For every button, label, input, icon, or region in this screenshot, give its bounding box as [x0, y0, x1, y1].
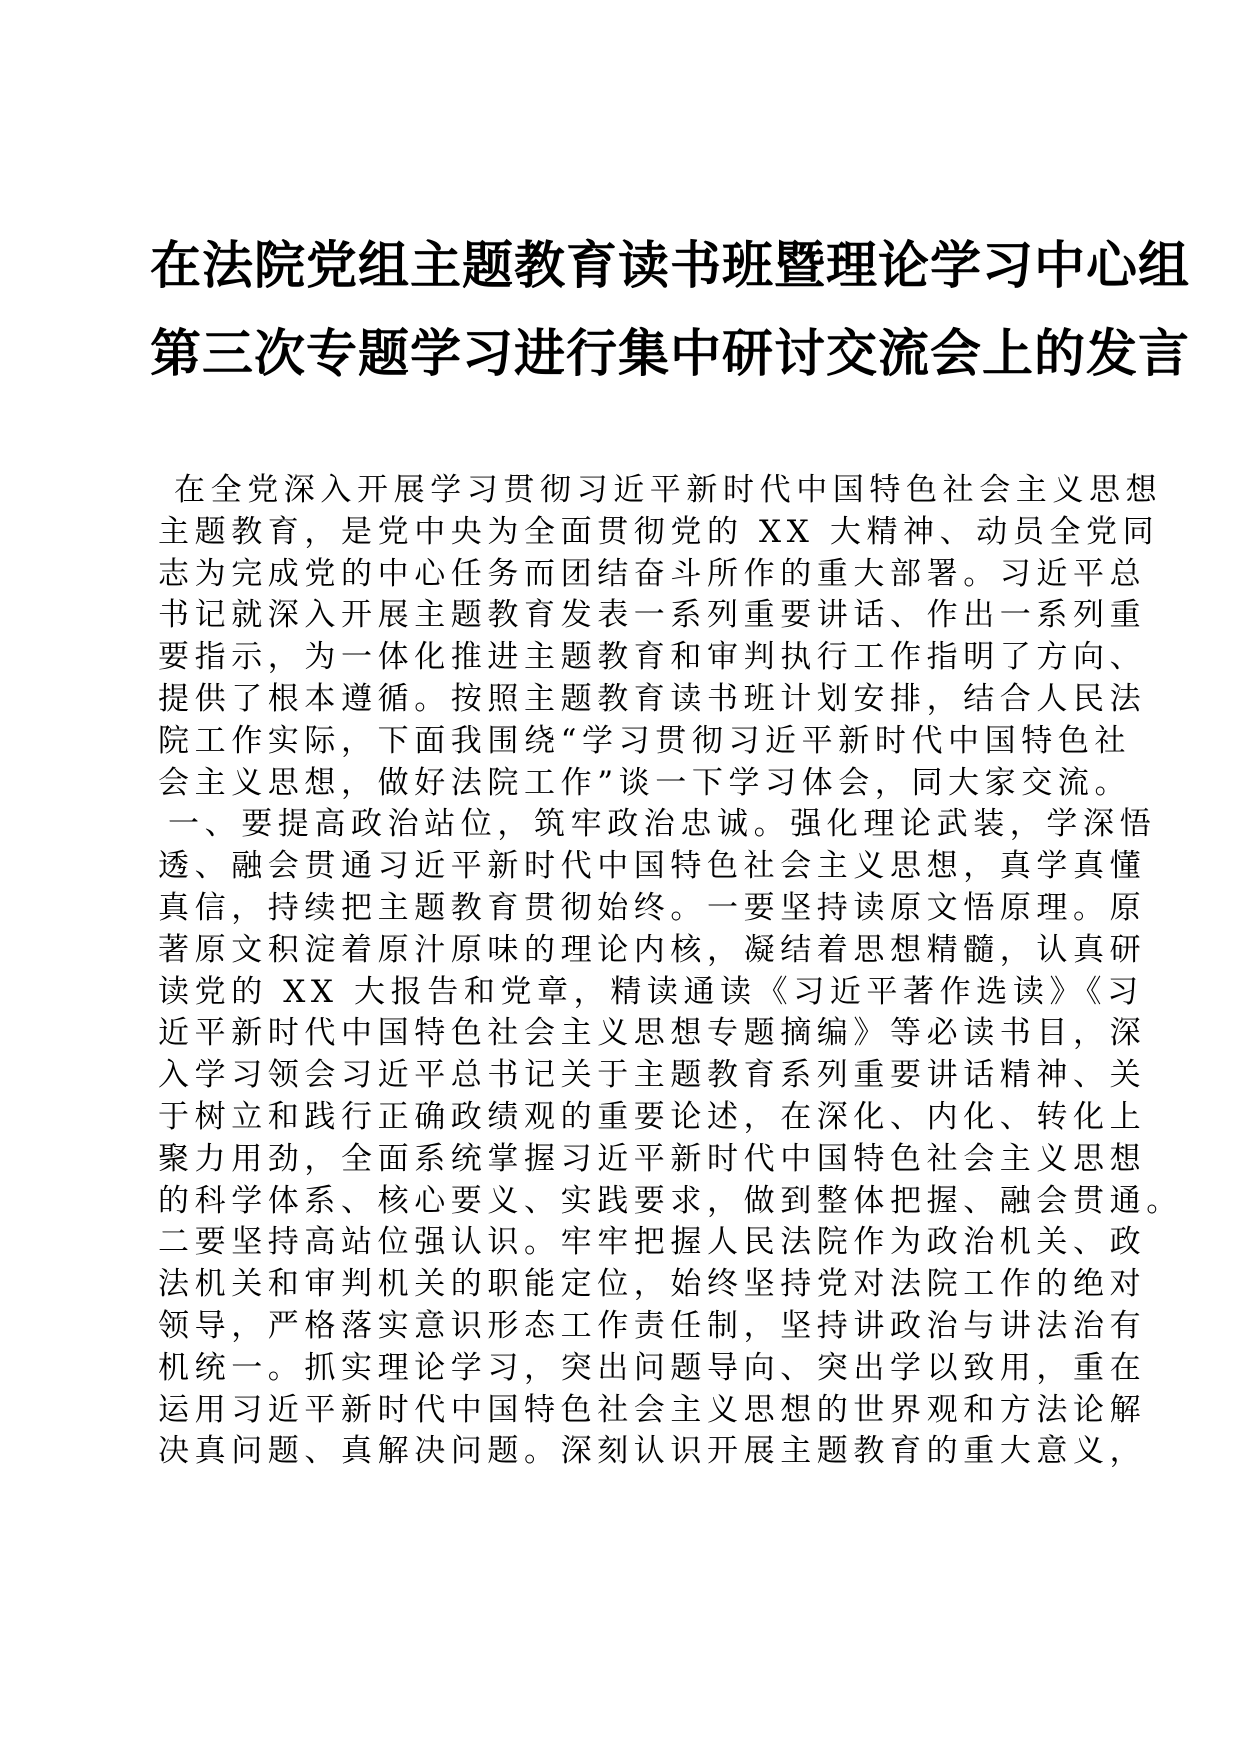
paragraph-line: 聚力用劲，全面系统掌握习近平新时代中国特色社会主义思想: [158, 1140, 1147, 1177]
paragraph-line: 于树立和践行正确政绩观的重要论述，在深化、内化、转化上: [158, 1098, 1147, 1135]
paragraph-line: 真信，持续把主题教育贯彻始终。一要坚持读原文悟原理。原: [158, 889, 1147, 926]
document-title: [150, 222, 1191, 398]
paragraph-line: 近平新时代中国特色社会主义思想专题摘编》等必读书目，深: [158, 1015, 1147, 1052]
paragraph-line: 会主义思想，做好法院工作”谈一下学习体会，同大家交流。: [158, 764, 1132, 801]
paragraph-line: 法机关和审判机关的职能定位，始终坚持党对法院工作的绝对: [158, 1266, 1147, 1303]
paragraph-line: 志为完成党的中心任务而团结奋斗所作的重大部署。习近平总: [158, 555, 1147, 592]
title-line: 第三次专题学习进行集中研讨交流会上的发言: [150, 324, 1191, 384]
paragraph-line: 著原文积淀着原汁原味的理论内核，凝结着思想精髓，认真研: [158, 931, 1147, 968]
paragraph-line: 在全党深入开展学习贯彻习近平新时代中国特色社会主义思想: [174, 472, 1163, 508]
paragraph-line: 透、融会贯通习近平新时代中国特色社会主义思想，真学真懂: [158, 848, 1147, 885]
paragraph-line: 院工作实际，下面我围绕“学习贯彻习近平新时代中国特色社: [158, 722, 1132, 759]
title-line: 在法院党组主题教育读书班暨理论学习中心组: [150, 236, 1191, 296]
paragraph-line: 决真问题、真解决问题。深刻认识开展主题教育的重大意义，: [158, 1433, 1147, 1470]
document-body: [158, 470, 1183, 1473]
paragraph-line: 一、要提高政治站位，筑牢政治忠诚。强化理论武装，学深悟: [168, 806, 1157, 843]
paragraph-line: 领导，严格落实意识形态工作责任制，坚持讲政治与讲法治有: [158, 1307, 1147, 1344]
paragraph-line: 运用习近平新时代中国特色社会主义思想的世界观和方法论解: [158, 1391, 1147, 1428]
paragraph-line: 入学习领会习近平总书记关于主题教育系列重要讲话精神、关: [158, 1057, 1147, 1094]
paragraph-line: 机统一。抓实理论学习，突出问题导向、突出学以致用，重在: [158, 1349, 1147, 1386]
paragraph-line: 主题教育，是党中央为全面贯彻党的 XX 大精神、动员全党同: [158, 513, 1160, 550]
paragraph-line: 要指示，为一体化推进主题教育和审判执行工作指明了方向、: [158, 639, 1147, 676]
paragraph-line: 书记就深入开展主题教育发表一系列重要讲话、作出一系列重: [158, 597, 1147, 634]
paragraph-line: 的科学体系、核心要义、实践要求，做到整体把握、融会贯通。: [158, 1182, 1183, 1219]
paragraph-line: 提供了根本遵循。按照主题教育读书班计划安排，结合人民法: [158, 680, 1147, 717]
paragraph-line: 二要坚持高站位强认识。牢牢把握人民法院作为政治机关、政: [158, 1224, 1147, 1261]
paragraph-line: 读党的 XX 大报告和党章，精读通读《习近平著作选读》《习: [158, 973, 1144, 1010]
